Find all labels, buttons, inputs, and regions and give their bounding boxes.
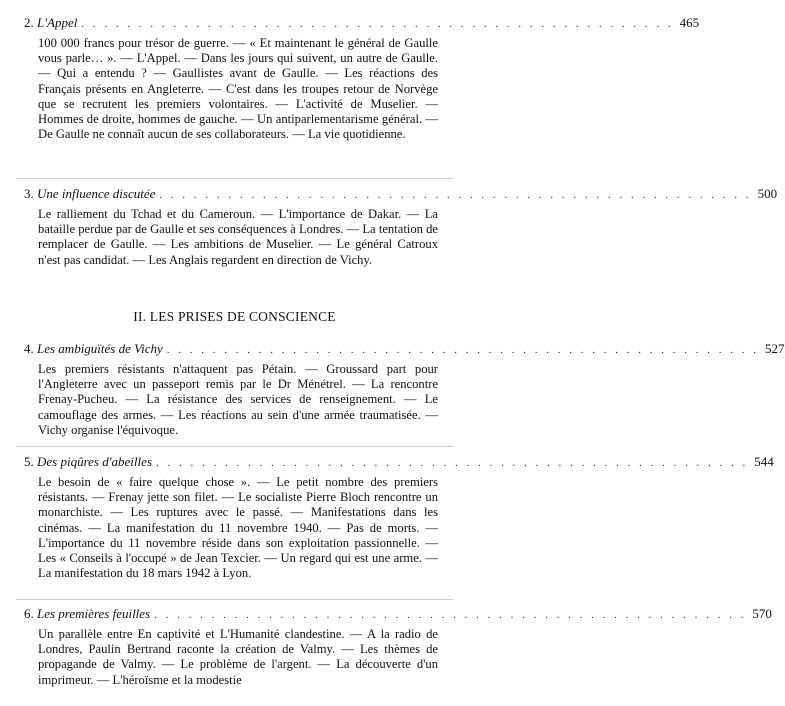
divider	[16, 178, 453, 179]
chapter-title: Des piqûres d'abeilles	[37, 454, 152, 469]
toc-entry-6	[24, 606, 772, 688]
page-number: 544	[754, 454, 774, 469]
toc-entry-heading	[24, 606, 772, 623]
page-number: 465	[679, 15, 700, 30]
toc-entry-title-group	[24, 606, 150, 622]
chapter-title: Les ambiguïtés de Vichy	[37, 341, 163, 356]
toc-entry-title-group	[24, 15, 77, 31]
toc-entry-4	[24, 341, 785, 438]
toc-entry-heading	[24, 15, 700, 32]
toc-entry-title-group	[24, 454, 152, 470]
chapter-number: 4.	[24, 341, 34, 356]
page-number: 527	[765, 341, 785, 356]
chapter-summary: Le besoin de « faire quelque chose ». — Le petit nombre des premiers résistants. — Frenay jette son filet. — Le socialiste Pierre Bloch rencontre un monarchiste. — Les ruptures avec le passé. — Manifestations dans les cinémas. — La manifestation du 11 novembre 1940. — Pas de morts. — L'importance du 11 novembre réside dans son exploitation passionnelle. — Les « Conseils à l'occupé » de Jean Texcier. — Un regard qui est une arme. — La manifestation du 18 mars 1942 à Lyon.	[38, 475, 438, 581]
toc-entry-5	[24, 454, 774, 581]
toc-entry-heading	[24, 341, 785, 358]
chapter-number: 2.	[24, 15, 34, 30]
chapter-title: Une influence discutée	[37, 186, 156, 201]
toc-entry-heading	[24, 454, 774, 471]
chapter-title: L'Appel	[37, 15, 78, 30]
chapter-number: 3.	[24, 186, 34, 201]
dot-leaders: . . . . . . . . . . . . . . . . . . . . . . . . . . . . . . . . . . . . . . . . . . . . . . . . . . . .	[155, 457, 749, 469]
toc-entry-title-group	[24, 186, 155, 202]
dot-leaders: . . . . . . . . . . . . . . . . . . . . . . . . . . . . . . . . . . . . . . . . . . . . . . . . . . . .	[154, 609, 747, 621]
page-number: 570	[752, 606, 772, 621]
divider	[16, 599, 453, 600]
dot-leaders: . . . . . . . . . . . . . . . . . . . . . . . . . . . . . . . . . . . . . . . . . . . . . . . . . . . .	[159, 189, 752, 201]
chapter-number: 6.	[24, 606, 34, 621]
toc-entry-heading	[24, 186, 778, 203]
toc-entry-3	[24, 186, 778, 268]
dot-leaders: . . . . . . . . . . . . . . . . . . . . . . . . . . . . . . . . . . . . . . . . . . . . . . . . . . . .	[166, 344, 760, 356]
chapter-title: Les premières feuilles	[37, 606, 151, 621]
section-heading: II. LES PRISES DE CONSCIENCE	[133, 309, 336, 324]
chapter-summary: Un parallèle entre En captivité et L'Humanité clandestine. — A la radio de Londres, Paulin Bertrand raconte la création de Valmy. — Les thèmes de propagande de Valmy. — Le problème de l'argent. — La découverte d'un imprimeur. — L'héroïsme et la modestie	[38, 627, 438, 687]
chapter-summary: Les premiers résistants n'attaquent pas Pétain. — Groussard part pour l'Angleterre avec un passeport remis par le Dr Ménétrel. — La rencontre Frenay-Pucheu. — La résistance des services de renseignement. — Le camouflage des armes. — Les réactions au sein d'une armée traumatisée. — Vichy organise l'équivoque.	[38, 362, 438, 437]
page-number: 500	[757, 186, 778, 201]
toc-entry-title-group	[24, 341, 163, 357]
dot-leaders: . . . . . . . . . . . . . . . . . . . . . . . . . . . . . . . . . . . . . . . . . . . . . . . . . . . .	[81, 18, 674, 30]
toc-entry-2	[24, 15, 700, 142]
divider	[16, 446, 453, 447]
chapter-summary: 100 000 francs pour trésor de guerre. — « Et maintenant le général de Gaulle vous parle… ». — L'Appel. — Dans les jours qui suivent, un autre de Gaulle. — Qui a entendu ? — Gaullistes avant de Gaulle. — Les réactions des Français présents en Angleterre. — C'est dans les troupes retour de Norvège que se recrutent les premiers volontaires. — L'activité de Muselier. — Hommes de droite, hommes de gauche. — Un antiparlementarisme général. — De Gaulle ne connaît aucun de ses collaborateurs. — La vie quotidienne.	[38, 36, 438, 142]
chapter-summary: Le ralliement du Tchad et du Cameroun. — L'importance de Dakar. — La bataille perdue par de Gaulle et ses conséquences à Londres. — La tentation de remplacer de Gaulle. — Les ambitions de Muselier. — Le général Catroux n'est pas candidat. — Les Anglais regardent en direction de Vichy.	[38, 207, 438, 267]
chapter-number: 5.	[24, 454, 34, 469]
